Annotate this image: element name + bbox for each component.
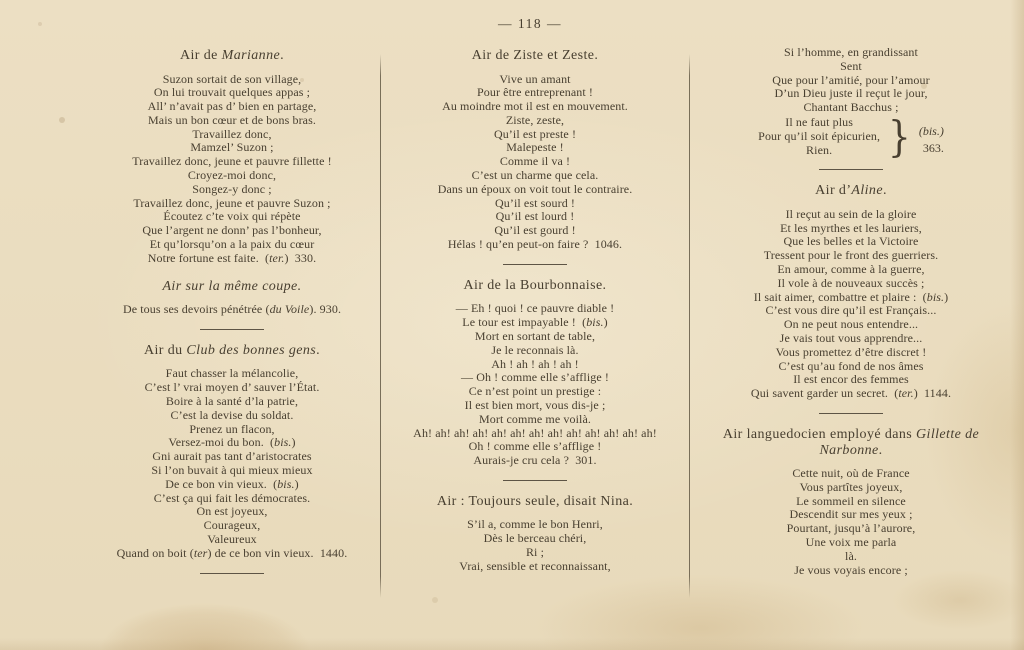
verse-line: Suzon sortait de son village, xyxy=(162,71,302,86)
verse-line: Et les myrthes et les lauriers, xyxy=(780,220,922,235)
verse-line: Rien. xyxy=(806,142,833,157)
verse-line: Malepeste ! xyxy=(506,140,564,155)
song-title: Air languedocien employé dans Gillette de Narbonne. xyxy=(722,427,980,458)
song-title: Air d’Aline. xyxy=(815,183,887,199)
song-section xyxy=(690,45,1012,161)
section-divider xyxy=(503,264,567,265)
column-2 xyxy=(381,46,689,574)
verse-line: Il vole à de nouveaux succès ; xyxy=(777,275,925,290)
song-section xyxy=(381,48,689,252)
song-section xyxy=(690,183,1012,401)
verse-line: Faut chasser la mélancolie, xyxy=(165,366,299,381)
section-divider xyxy=(819,413,883,414)
verse-line: Il reçut au sein de la gloire xyxy=(785,206,917,221)
verse-line: Cette nuit, où de France xyxy=(792,466,910,481)
verse-line: Travaillez donc, xyxy=(192,126,272,141)
brace-lines xyxy=(758,116,880,157)
verse-line: Prenez un flacon, xyxy=(189,421,275,436)
song-section xyxy=(84,343,380,561)
verse-line: On est joyeux, xyxy=(196,504,268,519)
section-divider xyxy=(819,169,883,170)
verse-line: Ah! ah! ah! ah! ah! ah! ah! ah! ah! ah! ah! ah! ah! xyxy=(413,425,657,440)
verse-line: On lui trouvait quelques appas ; xyxy=(153,85,311,100)
verse-line: Qui savent garder un secret. (ter.) 1144. xyxy=(750,386,952,401)
verse-line: Travaillez donc, jeune et pauvre Suzon ; xyxy=(133,195,331,210)
verse-line: Écoutez c’te voix qui répète xyxy=(163,209,301,224)
verse-line: C’est un charme que cela. xyxy=(471,168,599,183)
verse-line: Il ne faut plus xyxy=(785,114,854,129)
verse-line: Vrai, sensible et reconnaissant, xyxy=(459,558,611,573)
verse-line: Vous promettez d’être discret ! xyxy=(775,344,927,359)
song-title: Air du Club des bonnes gens. xyxy=(143,342,321,358)
verse-line: — Oh ! comme elle s’afflige ! xyxy=(461,370,609,385)
verse-line: Mort comme me voilà. xyxy=(479,411,591,426)
verse-line: On ne peut nous entendre... xyxy=(783,317,919,332)
verse-line: Si l’on buvait à qui mieux mieux xyxy=(151,463,313,478)
verse-line: Que pour l’amitié, pour l’amour xyxy=(772,72,930,87)
song-section xyxy=(84,279,380,317)
verse-line: Aurais-je cru cela ? 301. xyxy=(473,453,597,468)
verse-line: C’est qu’au fond de nos âmes xyxy=(778,358,924,373)
verse-line: Ri ; xyxy=(525,545,545,560)
song-section xyxy=(381,494,689,574)
verse-line: Ce n’est point un prestige : xyxy=(468,384,602,399)
verse-line: All’ n’avait pas d’ bien en partage, xyxy=(147,99,317,114)
verse-line: Je vais tout vous apprendre... xyxy=(779,331,923,346)
verse-line: Comme il va ! xyxy=(499,154,571,169)
verse-line: là. xyxy=(845,548,857,563)
section-divider xyxy=(503,480,567,481)
verse-line: — Eh ! quoi ! ce pauvre diable ! xyxy=(455,301,615,316)
verse-line: Vive un amant xyxy=(499,71,571,86)
column-3 xyxy=(690,46,1012,577)
verse-line: C’est la devise du soldat. xyxy=(170,407,294,422)
song-section xyxy=(84,48,380,266)
verse-line: Tressent pour le front des guerriers. xyxy=(763,248,939,263)
verse-line: Pourtant, jusqu’à l’aurore, xyxy=(786,521,916,536)
verse-line: Le sommeil en silence xyxy=(796,493,906,508)
verse-line: Oh ! comme elle s’afflige ! xyxy=(468,439,602,454)
verse-line: Notre fortune est faite. (ter.) 330. xyxy=(147,250,317,265)
brace-group xyxy=(690,111,1012,161)
brace-side xyxy=(919,117,944,156)
verse-line: Je le reconnais là. xyxy=(491,342,579,357)
brace-number: 363. xyxy=(922,141,944,156)
song-section xyxy=(690,427,1012,577)
verse-line: Que les belles et la Victoire xyxy=(783,234,919,249)
verse-line: Ah ! ah ! ah ! ah ! xyxy=(491,356,579,371)
verse-line: Quand on boit (ter) de ce bon vin vieux. 1440. xyxy=(116,545,348,560)
section-divider xyxy=(200,573,264,574)
verse-line: Et qu’lorsqu’on a la paix du cœur xyxy=(149,237,315,252)
verse-line: Je vous voyais encore ; xyxy=(794,562,908,577)
verse-line: Mamzel’ Suzon ; xyxy=(190,140,274,155)
verse-line: Il est encor des femmes xyxy=(793,372,909,387)
verse-line: Chantant Bacchus ; xyxy=(803,100,899,115)
verse-line: Pour qu’il soit épicurien, xyxy=(758,128,881,143)
verse-line: En amour, comme à la guerre, xyxy=(777,262,925,277)
verse-line: Ziste, zeste, xyxy=(505,112,565,127)
verse-line: C’est ça qui fait les démocrates. xyxy=(153,490,311,505)
verse-line: Dès le berceau chéri, xyxy=(483,531,587,546)
verse-line: Travaillez donc, jeune et pauvre fillette ! xyxy=(132,154,332,169)
verse-line: Si l’homme, en grandissant xyxy=(784,45,918,59)
brace-label: (bis.) xyxy=(918,124,944,139)
column-1 xyxy=(84,46,380,586)
verse-line: Que l’argent ne donn’ pas l’bonheur, xyxy=(142,223,322,238)
verse-line: Le tour est impayable ! (bis.) xyxy=(462,315,608,330)
verse-line: Mais un bon cœur et de bons bras. xyxy=(148,112,316,127)
verse-line: Qu’il est preste ! xyxy=(493,126,577,141)
verse-line: Boire à la santé d’la patrie, xyxy=(165,394,299,409)
verse-line: C’est vous dire qu’il est Français... xyxy=(765,303,937,318)
verse-line: Croyez-moi donc, xyxy=(187,168,277,183)
verse-line: Courageux, xyxy=(203,518,261,533)
verse-line: Mort en sortant de table, xyxy=(474,328,596,343)
verse-line: Qu’il est gourd ! xyxy=(494,223,576,238)
verse-line: Dans un époux on voit tout le contraire. xyxy=(437,181,633,196)
verse-line: Hélas ! qu’en peut-on faire ? 1046. xyxy=(447,237,623,252)
page-number: — 118 — xyxy=(498,16,562,31)
verse-line: De tous ses devoirs pénétrée (du Voile). 930. xyxy=(122,302,342,317)
verse-line: Qu’il est lourd ! xyxy=(495,209,575,224)
verse-line: Vous partîtes joyeux, xyxy=(799,479,903,494)
verse-line: Il est bien mort, vous dis-je ; xyxy=(464,397,606,412)
song-title: Air sur la même coupe. xyxy=(162,278,302,294)
song-section xyxy=(381,278,689,468)
verse-line: Une voix me parla xyxy=(805,535,897,550)
verse-line: S’il a, comme le bon Henri, xyxy=(467,517,603,532)
song-title: Air de Ziste et Zeste. xyxy=(471,48,599,63)
verse-line: Gni aurait pas tant d’aristocrates xyxy=(152,449,312,464)
song-title: Air de Marianne. xyxy=(179,48,284,63)
verse-line: Sent xyxy=(840,58,862,73)
verse-line: De ce bon vin vieux. (bis.) xyxy=(165,476,299,491)
verse-line: Songez-y donc ; xyxy=(192,181,272,196)
verse-line: Valeureux xyxy=(207,532,257,547)
verse-line: Descendit sur mes yeux ; xyxy=(789,507,913,522)
verse-line: C’est l’ vrai moyen d’ sauver l’État. xyxy=(144,380,320,395)
song-title: Air : Toujours seule, disait Nina. xyxy=(436,493,634,509)
verse-line: Pour être entreprenant ! xyxy=(476,85,593,100)
verse-line: Au moindre mot il est en mouvement. xyxy=(442,99,628,114)
verse-line: Il sait aimer, combattre et plaire : (bis.) xyxy=(753,289,949,304)
verse-line: D’un Dieu juste il reçut le jour, xyxy=(774,86,928,101)
columns-container xyxy=(84,46,1012,598)
verse-line: Qu’il est sourd ! xyxy=(494,195,576,210)
song-title: Air de la Bourbonnaise. xyxy=(463,277,607,293)
verse-line: Versez-moi du bon. (bis.) xyxy=(168,435,296,450)
brace-icon: } xyxy=(888,111,911,161)
section-divider xyxy=(200,329,264,330)
